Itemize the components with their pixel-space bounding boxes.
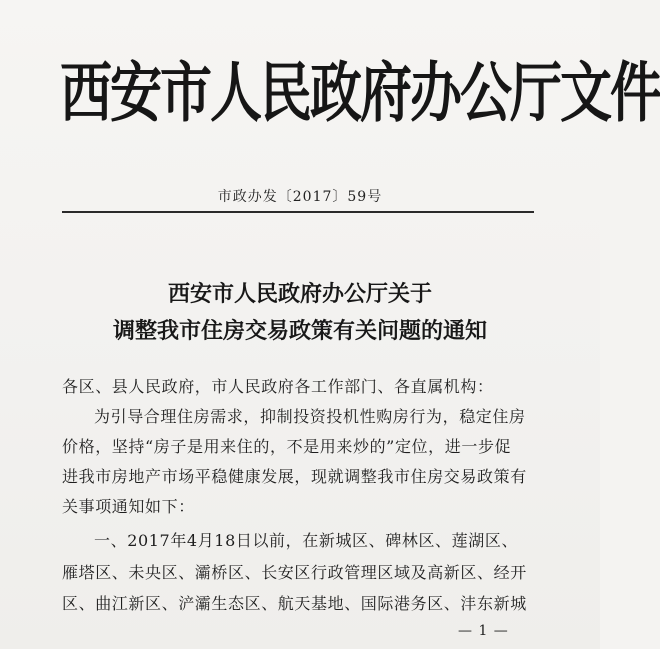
body-line: 进我市房地产市场平稳健康发展，现就调整我市住房交易政策有: [62, 467, 527, 486]
body-line: 雁塔区、未央区、灞桥区、长安区行政管理区域及高新区、经开: [62, 563, 527, 582]
notice-title-line-1: 西安市人民政府办公厅关于: [167, 282, 432, 307]
page-number: — 1 —: [458, 623, 509, 639]
document-header-title: 西安市人民政府办公厅文件: [60, 56, 660, 132]
document-number: 市政办发〔2017〕59号: [217, 189, 383, 205]
body-line: 为引导合理住房需求，抑制投资投机性购房行为，稳定住房: [94, 407, 526, 426]
body-line: 一、2017年4月18日以前，在新城区、碑林区、莲湖区、: [94, 531, 519, 550]
notice-title-line-2: 调整我市住房交易政策有关问题的通知: [112, 319, 487, 344]
header-divider: [62, 211, 534, 213]
body-line: 关事项通知如下：: [62, 497, 195, 516]
body-line: 价格，坚持“房子是用来住的，不是用来炒的”定位，进一步促: [62, 437, 512, 456]
body-line-recipients: 各区、县人民政府，市人民政府各工作部门、各直属机构：: [62, 377, 494, 396]
body-line: 区、曲江新区、浐灞生态区、航天基地、国际港务区、沣东新城: [62, 594, 527, 613]
